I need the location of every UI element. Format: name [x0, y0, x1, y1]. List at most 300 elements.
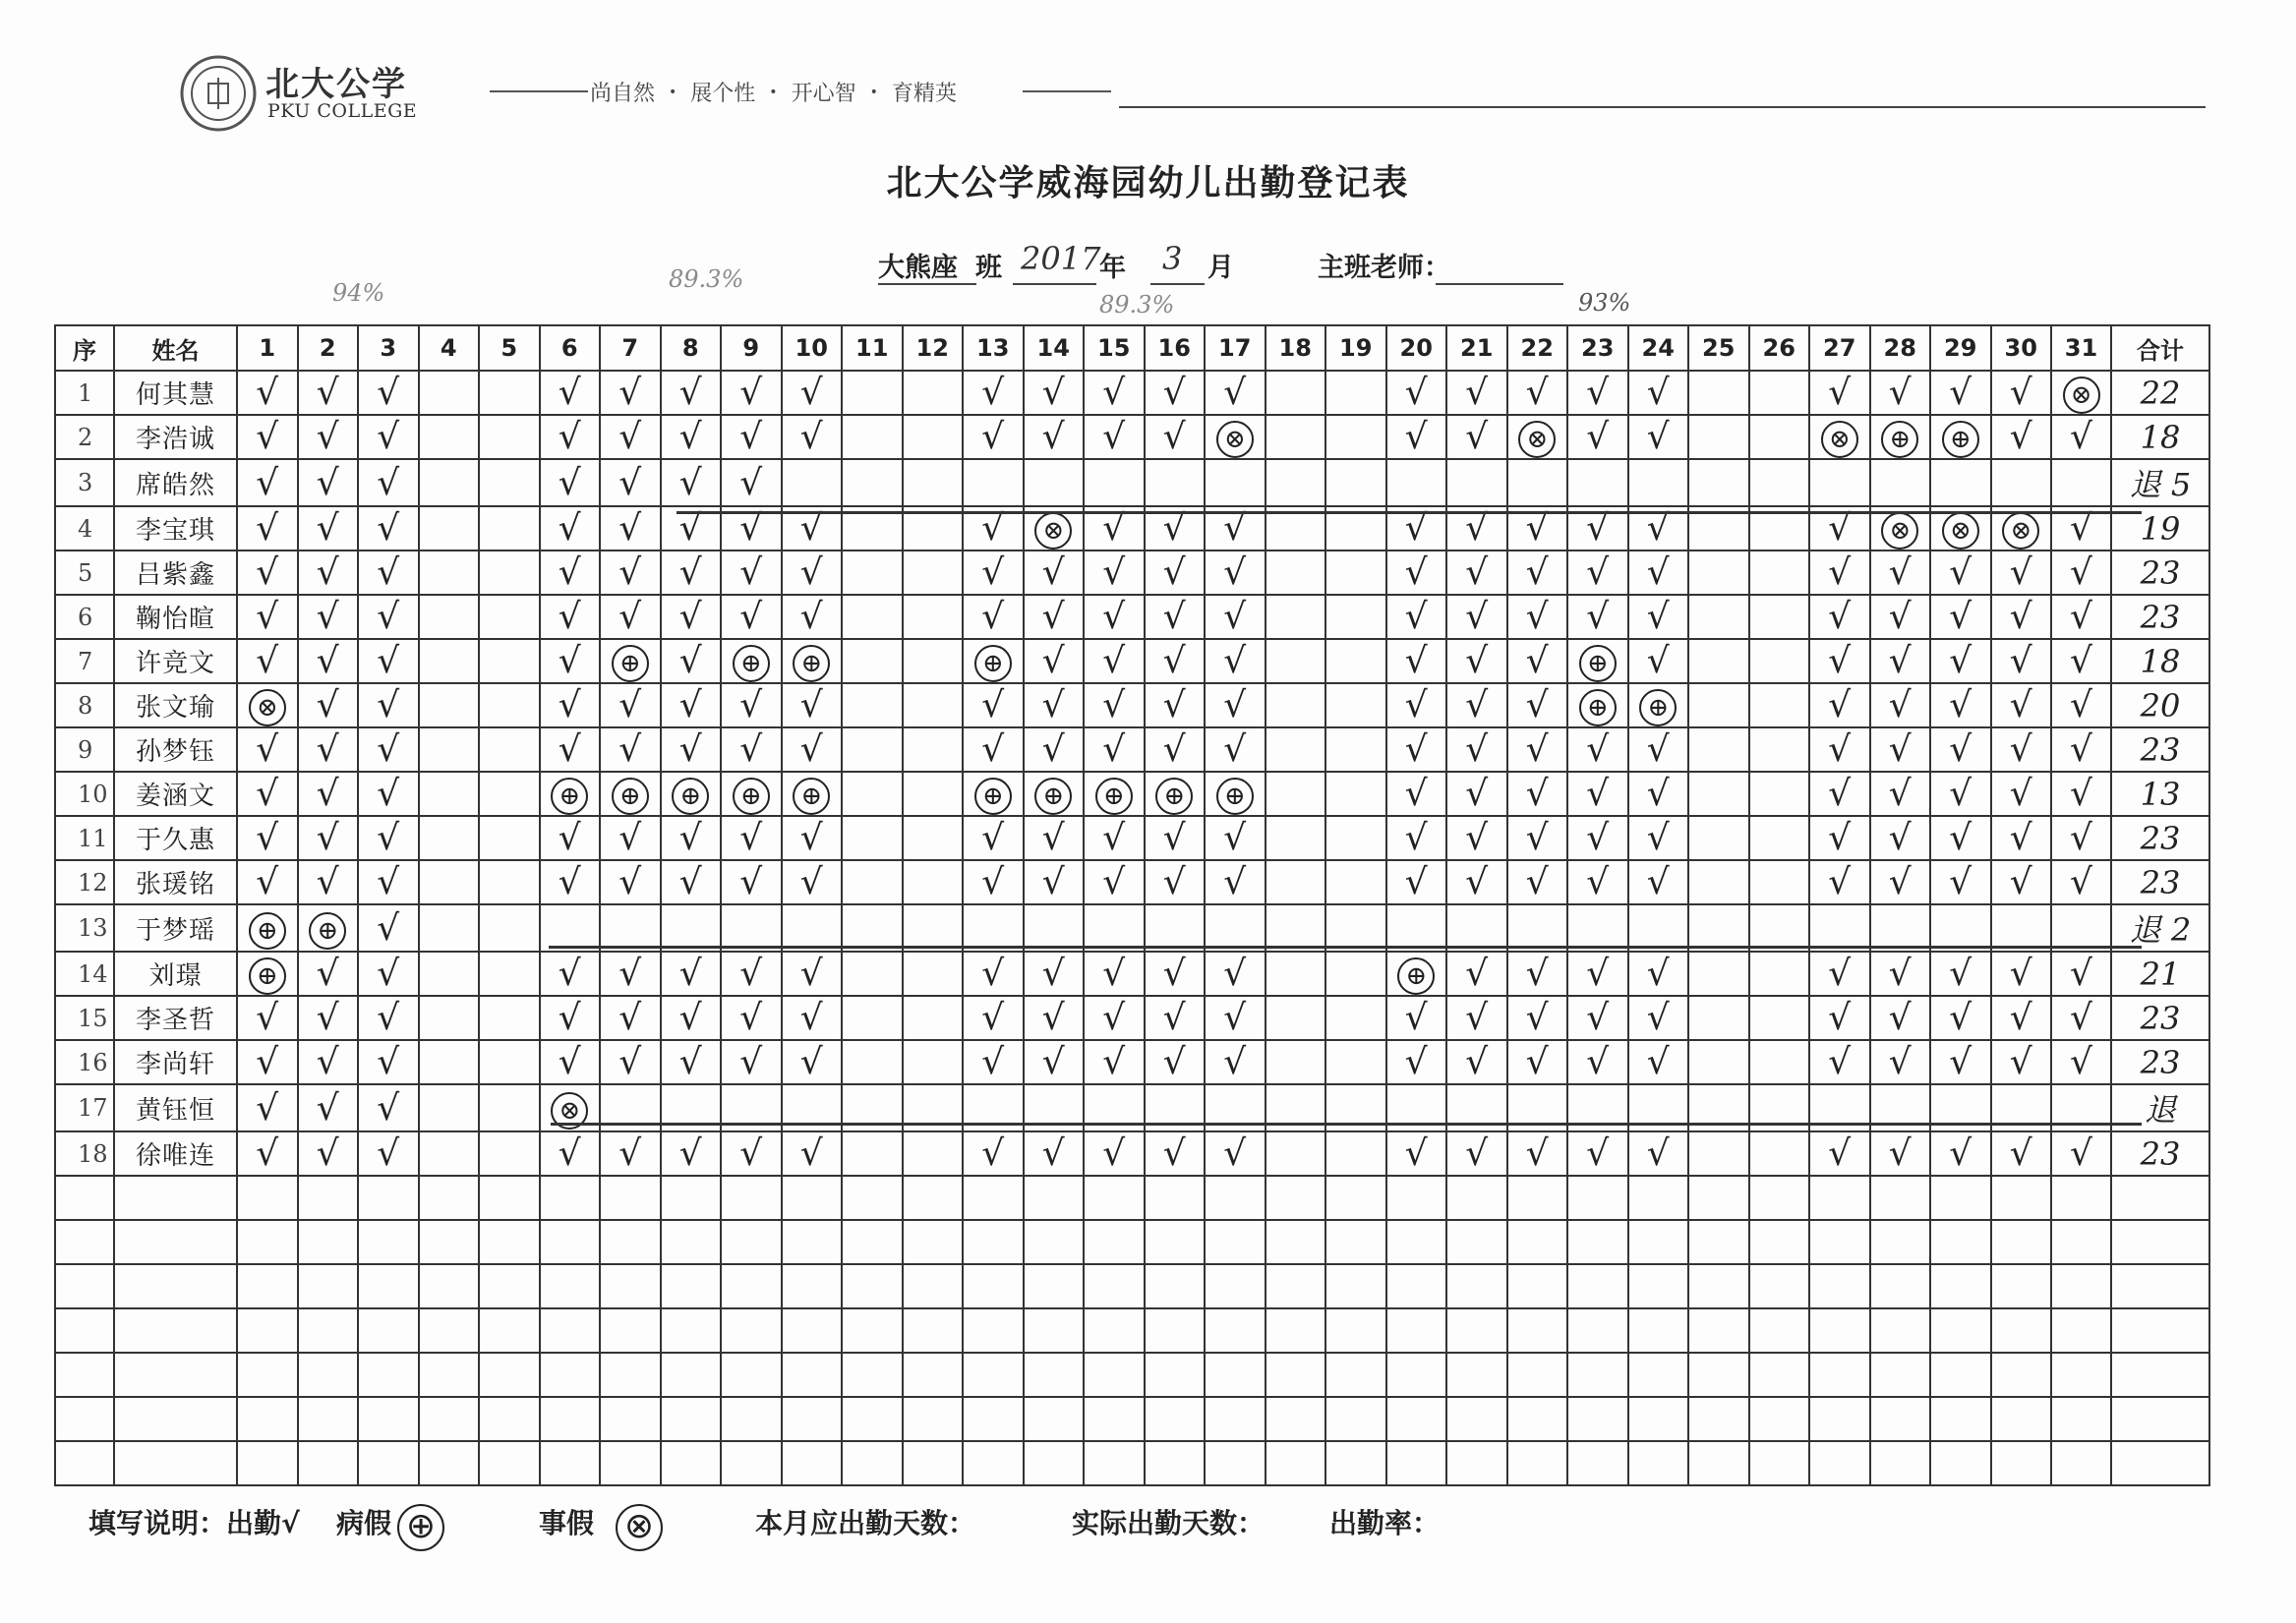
attendance-cell [479, 996, 540, 1040]
attendance-cell: √ [1809, 1040, 1870, 1084]
attendance-cell [842, 551, 903, 595]
attendance-cell [1688, 860, 1749, 904]
attendance-cell [419, 904, 480, 952]
withdrawn-strike-line [549, 946, 2142, 949]
attendance-cell: √ [540, 459, 601, 506]
attendance-cell: √ [298, 551, 359, 595]
attendance-cell: √ [1145, 952, 1206, 996]
student-name: 孙梦钰 [114, 727, 237, 772]
empty-cell [661, 1353, 722, 1397]
student-name: 李浩诚 [114, 415, 237, 459]
header-day: 5 [479, 325, 540, 371]
attendance-cell: √ [661, 816, 722, 860]
attendance-cell: √ [1024, 551, 1085, 595]
attendance-cell: √ [1084, 1131, 1145, 1176]
header-rule [1119, 106, 2206, 108]
attendance-cell: √ [600, 459, 661, 506]
empty-cell [419, 1264, 480, 1308]
attendance-cell: √ [1386, 816, 1447, 860]
header-day: 23 [1567, 325, 1628, 371]
empty-cell [1205, 1397, 1266, 1441]
attendance-cell [540, 904, 601, 952]
attendance-cell: √ [358, 595, 419, 639]
empty-row [55, 1176, 2209, 1220]
attendance-cell [479, 595, 540, 639]
attendance-cell [1266, 639, 1326, 683]
table-row [55, 816, 2209, 860]
attendance-cell: √ [661, 952, 722, 996]
attendance-cell: √ [298, 952, 359, 996]
empty-cell [963, 1220, 1024, 1264]
empty-cell [721, 1441, 782, 1485]
empty-cell [479, 1441, 540, 1485]
personal-leave-mark: ⊗ [2063, 377, 2100, 414]
sick-leave-mark: ⊕ [672, 778, 709, 815]
row-total: 23 [2111, 1131, 2209, 1176]
sick-leave-label: 病假 [336, 1507, 392, 1539]
empty-cell [1809, 1220, 1870, 1264]
attendance-cell: √ [1567, 860, 1628, 904]
attendance-cell: √ [1205, 860, 1266, 904]
empty-cell [963, 1441, 1024, 1485]
attendance-cell: √ [540, 1040, 601, 1084]
empty-cell [479, 1397, 540, 1441]
attendance-table [54, 324, 2210, 1486]
attendance-cell: √ [1628, 595, 1689, 639]
attendance-cell: √ [1084, 1040, 1145, 1084]
attendance-cell [1266, 996, 1326, 1040]
attendance-cell: √ [2051, 415, 2111, 459]
attendance-cell: √ [1567, 595, 1628, 639]
table-row [55, 727, 2209, 772]
attendance-cell: √ [1991, 996, 2052, 1040]
attendance-cell: √ [1930, 816, 1991, 860]
attendance-cell: √ [1930, 952, 1991, 996]
attendance-cell [903, 1131, 964, 1176]
empty-cell [1145, 1397, 1206, 1441]
attendance-cell: √ [298, 595, 359, 639]
attendance-cell: √ [237, 860, 298, 904]
empty-cell [842, 1220, 903, 1264]
empty-cell [903, 1176, 964, 1220]
empty-cell [419, 1353, 480, 1397]
empty-cell [2111, 1176, 2209, 1220]
empty-cell [782, 1353, 843, 1397]
attendance-cell: √ [298, 683, 359, 727]
attendance-cell [1749, 816, 1810, 860]
empty-cell [1084, 1176, 1145, 1220]
attendance-cell: √ [1930, 1040, 1991, 1084]
sick-leave-mark: ⊕ [1942, 421, 1979, 458]
attendance-cell: √ [358, 683, 419, 727]
empty-cell [479, 1176, 540, 1220]
empty-cell [1809, 1308, 1870, 1353]
attendance-cell: √ [1991, 1131, 2052, 1176]
row-index: 14 [55, 952, 114, 996]
empty-cell [1809, 1441, 1870, 1485]
row-total: 13 [2111, 772, 2209, 816]
empty-cell [1386, 1308, 1447, 1353]
attendance-cell: √ [1991, 952, 2052, 996]
attendance-cell: √ [237, 1040, 298, 1084]
empty-cell [842, 1264, 903, 1308]
attendance-cell: √ [1930, 551, 1991, 595]
attendance-cell: √ [1870, 772, 1931, 816]
empty-cell [1325, 1264, 1386, 1308]
attendance-cell: √ [2051, 683, 2111, 727]
attendance-cell: √ [782, 952, 843, 996]
empty-cell [1991, 1441, 2052, 1485]
empty-row [55, 1264, 2209, 1308]
attendance-cell: √ [963, 1131, 1024, 1176]
empty-cell [1870, 1264, 1931, 1308]
attendance-cell: √ [963, 952, 1024, 996]
empty-cell [1628, 1264, 1689, 1308]
attendance-cell: √ [963, 860, 1024, 904]
header-day: 4 [419, 325, 480, 371]
header-day: 2 [298, 325, 359, 371]
attendance-cell: √ [782, 683, 843, 727]
sick-leave-mark: ⊕ [1881, 421, 1918, 458]
attendance-cell: √ [1507, 952, 1568, 996]
empty-cell [782, 1308, 843, 1353]
empty-cell [540, 1308, 601, 1353]
row-total: 21 [2111, 952, 2209, 996]
empty-cell [1266, 1353, 1326, 1397]
attendance-cell: √ [298, 1040, 359, 1084]
empty-cell [1024, 1220, 1085, 1264]
table-row [55, 551, 2209, 595]
empty-cell [1084, 1353, 1145, 1397]
attendance-cell: √ [1870, 860, 1931, 904]
attendance-cell: √ [782, 415, 843, 459]
row-index: 12 [55, 860, 114, 904]
attendance-cell [661, 772, 722, 816]
empty-cell [1688, 1441, 1749, 1485]
empty-cell [1870, 1220, 1931, 1264]
attendance-cell: √ [1145, 860, 1206, 904]
attendance-cell [1024, 459, 1085, 506]
attendance-cell: √ [1386, 595, 1447, 639]
attendance-cell: √ [1870, 1131, 1931, 1176]
attendance-cell: √ [661, 1040, 722, 1084]
attendance-cell [1266, 772, 1326, 816]
empty-cell [1084, 1220, 1145, 1264]
empty-cell [600, 1220, 661, 1264]
attendance-cell: √ [1507, 860, 1568, 904]
empty-cell [1084, 1441, 1145, 1485]
attendance-cell: √ [237, 816, 298, 860]
attendance-cell [721, 904, 782, 952]
header-day: 25 [1688, 325, 1749, 371]
attendance-cell [1688, 639, 1749, 683]
attendance-cell [1567, 904, 1628, 952]
attendance-cell: √ [1024, 1040, 1085, 1084]
attendance-cell: √ [963, 551, 1024, 595]
student-name: 何其慧 [114, 371, 237, 415]
attendance-cell [600, 639, 661, 683]
empty-cell [661, 1264, 722, 1308]
empty-cell [1205, 1353, 1266, 1397]
attendance-cell: √ [1145, 727, 1206, 772]
withdrawn-strike-line [551, 1123, 2142, 1126]
empty-cell [963, 1353, 1024, 1397]
month-underline [1150, 283, 1205, 285]
attendance-cell: √ [298, 1084, 359, 1131]
attendance-cell [842, 904, 903, 952]
header-day: 29 [1930, 325, 1991, 371]
empty-cell [1567, 1176, 1628, 1220]
attendance-cell [237, 904, 298, 952]
attendance-cell [1266, 1131, 1326, 1176]
personal-leave-mark: ⊗ [2002, 512, 2039, 550]
slogan-item: 开心智 [791, 82, 856, 106]
attendance-cell [903, 904, 964, 952]
attendance-cell [903, 996, 964, 1040]
empty-cell [1870, 1176, 1931, 1220]
empty-cell [298, 1176, 359, 1220]
attendance-cell: √ [1205, 506, 1266, 551]
row-index: 18 [55, 1131, 114, 1176]
row-index: 13 [55, 904, 114, 952]
attendance-cell: √ [1446, 683, 1507, 727]
attendance-cell: √ [782, 1040, 843, 1084]
empty-cell [237, 1353, 298, 1397]
empty-cell [1809, 1397, 1870, 1441]
attendance-cell: √ [1084, 860, 1145, 904]
empty-cell [479, 1220, 540, 1264]
table-row [55, 595, 2209, 639]
attendance-cell: √ [237, 996, 298, 1040]
empty-cell [2051, 1264, 2111, 1308]
sick-leave-mark: ⊕ [309, 912, 346, 950]
attendance-cell: √ [2051, 727, 2111, 772]
attendance-cell: √ [1024, 595, 1085, 639]
empty-cell [2111, 1397, 2209, 1441]
attendance-cell: √ [1145, 816, 1206, 860]
row-total: 23 [2111, 595, 2209, 639]
empty-cell [1628, 1397, 1689, 1441]
empty-cell [1688, 1353, 1749, 1397]
attendance-cell: √ [2051, 1131, 2111, 1176]
row-total: 23 [2111, 860, 2209, 904]
attendance-cell: √ [661, 683, 722, 727]
sick-leave-mark: ⊕ [1216, 778, 1254, 815]
attendance-cell [1870, 459, 1931, 506]
attendance-cell: √ [540, 551, 601, 595]
empty-cell [1325, 1220, 1386, 1264]
attendance-cell: √ [1024, 952, 1085, 996]
empty-cell [1205, 1308, 1266, 1353]
attendance-cell: √ [1084, 727, 1145, 772]
header-day: 15 [1084, 325, 1145, 371]
empty-cell [842, 1441, 903, 1485]
attendance-cell: √ [1930, 639, 1991, 683]
empty-cell [237, 1308, 298, 1353]
table-row [55, 904, 2209, 952]
attendance-cell: √ [298, 996, 359, 1040]
attendance-cell: √ [1628, 639, 1689, 683]
empty-cell [782, 1441, 843, 1485]
attendance-cell: √ [782, 506, 843, 551]
row-index: 6 [55, 595, 114, 639]
empty-cell [358, 1353, 419, 1397]
header-day: 12 [903, 325, 964, 371]
attendance-cell: √ [600, 727, 661, 772]
empty-cell [721, 1264, 782, 1308]
attendance-cell: √ [782, 595, 843, 639]
header-day: 24 [1628, 325, 1689, 371]
class-label: 班 [975, 253, 1002, 283]
empty-cell [479, 1264, 540, 1308]
empty-cell [1749, 1353, 1810, 1397]
table-row [55, 1131, 2209, 1176]
empty-cell [358, 1397, 419, 1441]
attendance-cell: √ [2051, 1040, 2111, 1084]
attendance-cell: √ [1628, 952, 1689, 996]
empty-cell [1930, 1308, 1991, 1353]
empty-cell [1507, 1441, 1568, 1485]
attendance-cell [1325, 816, 1386, 860]
attendance-cell: √ [1628, 415, 1689, 459]
attendance-cell [479, 459, 540, 506]
attendance-cell: √ [721, 371, 782, 415]
attendance-cell [419, 727, 480, 772]
attendance-cell: √ [661, 595, 722, 639]
empty-cell [1749, 1264, 1810, 1308]
attendance-cell: √ [721, 816, 782, 860]
attendance-cell: √ [1084, 952, 1145, 996]
attendance-cell [1325, 459, 1386, 506]
attendance-cell [1991, 459, 2052, 506]
attendance-cell: √ [1628, 996, 1689, 1040]
attendance-cell [600, 904, 661, 952]
attendance-cell: √ [1809, 639, 1870, 683]
header-day: 31 [2051, 325, 2111, 371]
empty-cell [1567, 1220, 1628, 1264]
attendance-cell [1991, 904, 2052, 952]
attendance-cell: √ [1991, 639, 2052, 683]
attendance-cell: √ [540, 639, 601, 683]
empty-cell [1749, 1441, 1810, 1485]
attendance-cell [1325, 415, 1386, 459]
empty-cell [1205, 1220, 1266, 1264]
empty-cell [1266, 1441, 1326, 1485]
attendance-cell: √ [1507, 816, 1568, 860]
attendance-cell: √ [1145, 639, 1206, 683]
table-header-row [55, 325, 2209, 371]
attendance-cell: √ [600, 415, 661, 459]
attendance-cell [1325, 639, 1386, 683]
attendance-cell: √ [1446, 371, 1507, 415]
attendance-cell [1266, 904, 1326, 952]
sick-leave-mark: ⊕ [974, 645, 1012, 682]
attendance-cell [1870, 904, 1931, 952]
attendance-cell [1386, 459, 1447, 506]
attendance-cell: √ [963, 996, 1024, 1040]
student-name: 于梦瑶 [114, 904, 237, 952]
attendance-cell: √ [963, 415, 1024, 459]
empty-cell [600, 1264, 661, 1308]
attendance-cell: √ [721, 1040, 782, 1084]
attendance-cell: √ [1930, 683, 1991, 727]
attendance-cell: √ [1567, 996, 1628, 1040]
empty-cell [600, 1397, 661, 1441]
attendance-cell: √ [1024, 996, 1085, 1040]
row-index: 7 [55, 639, 114, 683]
attendance-cell [1749, 639, 1810, 683]
attendance-cell [903, 551, 964, 595]
attendance-cell: √ [1507, 506, 1568, 551]
sick-leave-mark: ⊕ [551, 778, 588, 815]
empty-cell [1749, 1397, 1810, 1441]
attendance-cell [1325, 551, 1386, 595]
sick-leave-mark: ⊕ [793, 778, 830, 815]
attendance-cell [2051, 371, 2111, 415]
sick-leave-mark: ⊕ [1155, 778, 1193, 815]
attendance-cell: √ [298, 727, 359, 772]
empty-cell [1930, 1353, 1991, 1397]
attendance-cell [842, 727, 903, 772]
attendance-cell: √ [1145, 506, 1206, 551]
row-index: 4 [55, 506, 114, 551]
attendance-cell: √ [298, 639, 359, 683]
attendance-cell [1446, 459, 1507, 506]
attendance-cell: √ [1628, 551, 1689, 595]
empty-cell [1930, 1220, 1991, 1264]
attendance-cell: √ [2051, 595, 2111, 639]
attendance-cell: √ [1446, 639, 1507, 683]
attendance-cell: √ [600, 952, 661, 996]
empty-cell [2111, 1264, 2209, 1308]
empty-cell [1628, 1220, 1689, 1264]
empty-cell [1024, 1397, 1085, 1441]
attendance-cell [2051, 459, 2111, 506]
attendance-cell: √ [600, 996, 661, 1040]
attendance-cell: √ [298, 371, 359, 415]
attendance-cell [479, 816, 540, 860]
attendance-cell: √ [1084, 639, 1145, 683]
attendance-cell: √ [1991, 551, 2052, 595]
attendance-cell [1809, 459, 1870, 506]
empty-cell [419, 1308, 480, 1353]
empty-cell [55, 1220, 114, 1264]
empty-cell [1809, 1264, 1870, 1308]
personal-leave-mark: ⊗ [1821, 421, 1858, 458]
attendance-cell [842, 683, 903, 727]
attendance-cell: √ [1507, 1131, 1568, 1176]
attendance-cell [1749, 996, 1810, 1040]
attendance-cell: √ [1386, 415, 1447, 459]
attendance-cell: √ [721, 415, 782, 459]
attendance-cell: √ [1507, 595, 1568, 639]
attendance-cell [1446, 904, 1507, 952]
header-day: 16 [1145, 325, 1206, 371]
row-total: 退 2 [2111, 904, 2209, 952]
attendance-cell: √ [358, 371, 419, 415]
attendance-cell: √ [540, 860, 601, 904]
empty-cell [298, 1397, 359, 1441]
empty-cell [237, 1176, 298, 1220]
attendance-cell: √ [661, 727, 722, 772]
empty-cell [661, 1176, 722, 1220]
attendance-cell: √ [1567, 506, 1628, 551]
attendance-cell: √ [1205, 996, 1266, 1040]
attendance-cell [1145, 772, 1206, 816]
empty-cell [1688, 1176, 1749, 1220]
empty-cell [1446, 1397, 1507, 1441]
row-total: 22 [2111, 371, 2209, 415]
